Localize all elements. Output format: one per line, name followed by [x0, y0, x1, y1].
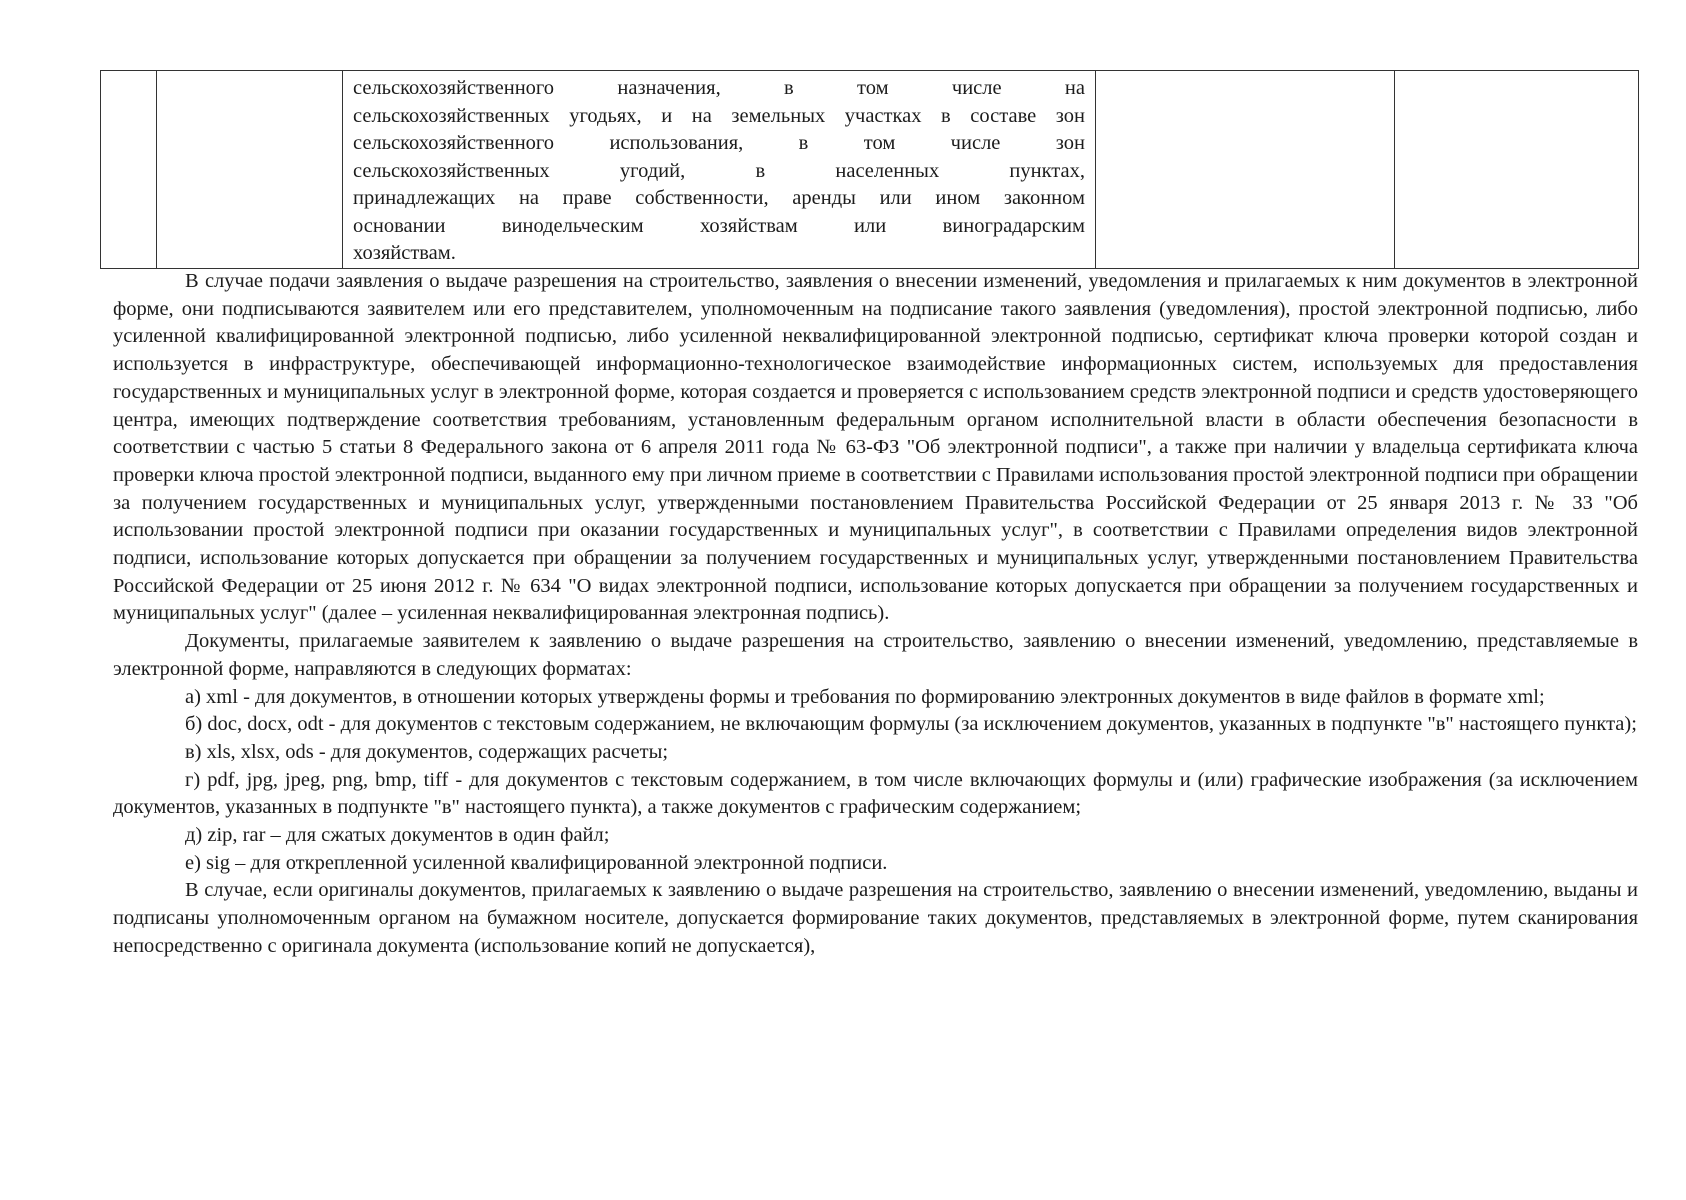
cell-text-line: сельскохозяйственных угодьях, и на земельных участках в составе зон [353, 104, 1085, 127]
cell-text-line: принадлежащих на праве собственности, аренды или ином законном [353, 187, 1085, 209]
table-row [101, 71, 1639, 269]
list-item-sig: е) sig – для открепленной усиленной квалифицированной электронной подписи. [185, 851, 888, 874]
cell-text-line: сельскохозяйственного назначения, в том числе на [353, 77, 1085, 99]
table-cell-2 [157, 71, 343, 269]
list-item-doc: б) doc, docx, odt - для документов с текстовым содержанием, не включающим формулы (за исключением документов, указанных в подпункте "в" настоящего пункта); [185, 713, 1637, 736]
cell-text-line: сельскохозяйственных угодий, в населенных пунктах, [353, 159, 1085, 182]
cell-text-line: хозяйствам. [353, 242, 456, 264]
table-cell-3 [343, 71, 1096, 269]
list-item-zip: д) zip, rar – для сжатых документов в один файл; [185, 824, 610, 847]
paragraph-electronic-signature: В случае подачи заявления о выдаче разрешения на строительство, заявления о внесении изменений, уведомления и прилагаемых к ним документов в электронной форме, они подписываются заявителем или его представителем, уполномоченным на подписание такого заявления (уведомления), простой электронной подписью, либо усиленной квалифицированной электронной подписью, либо усиленной неквалифицированной электронной подписью, сертификат ключа проверки которой создан и используется в инфраструктуре, обеспечивающей информационно-технологическое взаимодействие информационных систем, используемых для предоставления государственных и муниципальных услуг в электронной форме, которая создается и проверяется с использованием средств электронной подписи и средств удостоверяющего центра, имеющих подтверждение соответствия требованиям, установленным федеральным органом исполнительной власти в области обеспечения безопасности в соответствии с частью 5 статьи 8 Федерального закона от 6 апреля 2011 года № 63-ФЗ "Об электронной подписи", а также при наличии у владельца сертификата ключа проверки ключа простой электронной подписи, выданного ему при личном приеме в соответствии с Правилами использования простой электронной подписи при обращении за получением государственных и муниципальных услуг, утвержденными постановлением Правительства Российской Федерации от 25 января 2013 г. № 33 "Об использовании простой электронной подписи при оказании государственных и муниципальных услуг", в соответствии с Правилами определения видов электронной подписи, использование которых допускается при обращении за получением государственных и муниципальных услуг, утвержденными постановлением Правительства Российской Федерации от 25 июня 2012 г. № 634 "О видах электронной подписи, использование которых допускается при обращении за получением государственных и муниципальных услуг" (далее – усиленная неквалифицированная электронная подпись). [113, 270, 1638, 625]
list-item-xml: а) xml - для документов, в отношении которых утверждены формы и требования по формированию электронных документов в виде файлов в формате xml; [185, 685, 1545, 708]
paragraph-formats-intro: Документы, прилагаемые заявителем к заявлению о выдаче разрешения на строительство, заявлению о внесении изменений, уведомлению, представляемые в электронной форме, направляются в следующих форматах: [113, 630, 1638, 680]
cell-text-line: основании винодельческим хозяйствам или виноградарским [353, 214, 1085, 237]
list-item-xls: в) xls, xlsx, ods - для документов, содержащих расчеты; [185, 740, 669, 763]
table-cell-4 [1096, 71, 1395, 269]
continuation-table [100, 70, 1639, 269]
paragraph-scanning: В случае, если оригиналы документов, прилагаемых к заявлению о выдаче разрешения на строительство, заявлению о внесении изменений, уведомлению, выданы и подписаны уполномоченным органом на бумажном носителе, допускается формирование таких документов, представляемых в электронной форме, путем сканирования непосредственно с оригинала документа (использование копий не допускается), [113, 879, 1638, 957]
table-cell-5 [1395, 71, 1639, 269]
list-item-pdf: г) pdf, jpg, jpeg, png, bmp, tiff - для документов с текстовым содержанием, в том числе включающих формулы и (или) графические изображения (за исключением документов, указанных в подпункте "в" настоящего пункта), а также документов с графическим содержанием; [113, 768, 1638, 819]
cell-text-line: сельскохозяйственного использования, в том числе зон [353, 132, 1085, 154]
body-text [113, 268, 1638, 961]
table-cell-1 [101, 71, 157, 269]
